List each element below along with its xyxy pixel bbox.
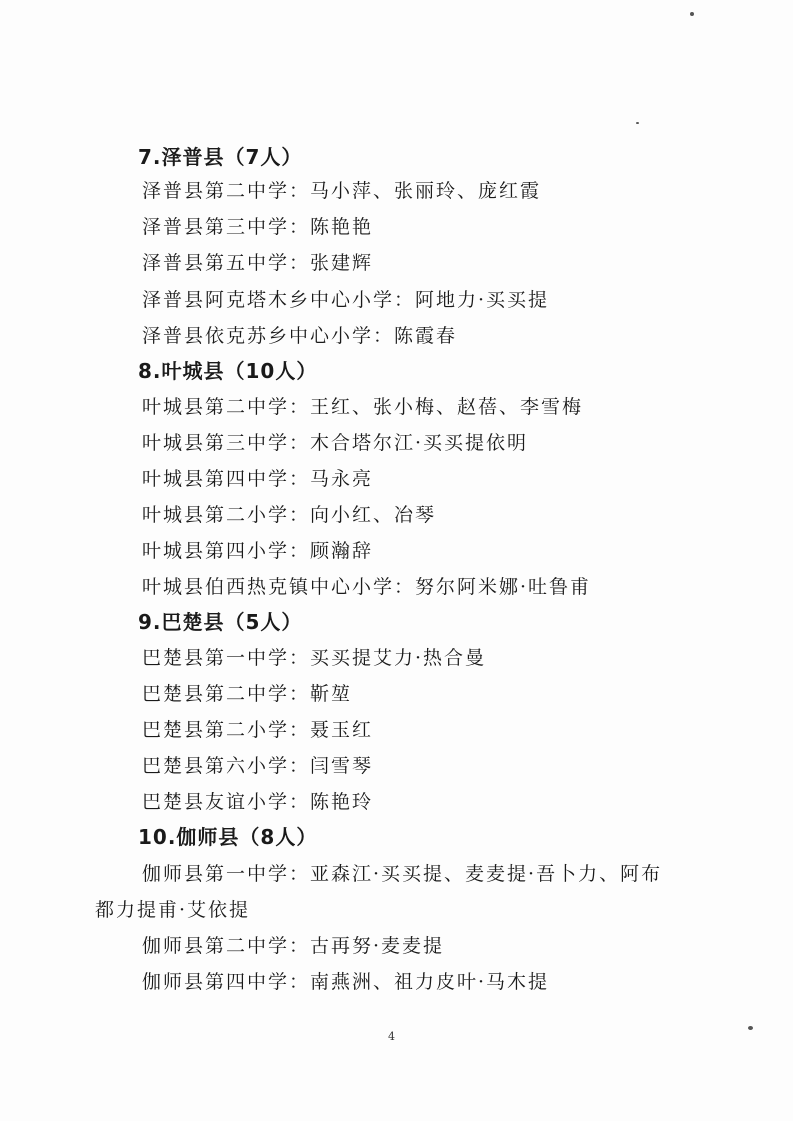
entry-line: 泽普县阿克塔木乡中心小学：阿地力·买买提: [142, 289, 550, 311]
entry-line: 叶城县第四小学：顾瀚辞: [142, 540, 374, 562]
scan-speck: [636, 122, 639, 124]
entry-line: 伽师县第四中学：南燕洲、祖力皮叶·马木提: [142, 971, 550, 993]
entry-line: 巴楚县第一中学：买买提艾力·热合曼: [142, 647, 487, 669]
entry-line-continued: 都力提甫·艾依提: [95, 899, 251, 921]
entry-line: 巴楚县第二中学：靳堃: [142, 683, 353, 705]
section-heading-bachu: 9.巴楚县（5人）: [138, 610, 303, 634]
entry-line: 叶城县第四中学：马永亮: [142, 468, 374, 490]
scan-speck: [748, 1026, 753, 1030]
section-heading-jiashi: 10.伽师县（8人）: [138, 825, 318, 849]
entry-line: 巴楚县友谊小学：陈艳玲: [142, 791, 374, 813]
entry-line: 叶城县第二中学：王红、张小梅、赵蓓、李雪梅: [142, 396, 584, 418]
entry-line: 泽普县依克苏乡中心小学：陈霞春: [142, 325, 458, 347]
entry-line: 伽师县第二中学：古再努·麦麦提: [142, 935, 445, 957]
section-heading-zepu: 7.泽普县（7人）: [138, 145, 303, 169]
entry-line: 泽普县第二中学：马小萍、张丽玲、庞红霞: [142, 180, 542, 202]
entry-line: 巴楚县第二小学：聂玉红: [142, 719, 374, 741]
entry-line: 泽普县第三中学：陈艳艳: [142, 216, 374, 238]
entry-line: 伽师县第一中学：亚森江·买买提、麦麦提·吾卜力、阿布: [142, 863, 663, 885]
entry-line: 泽普县第五中学：张建辉: [142, 252, 374, 274]
section-heading-yecheng: 8.叶城县（10人）: [138, 359, 318, 383]
entry-line: 叶城县第二小学：向小红、冶琴: [142, 504, 437, 526]
entry-line: 叶城县伯西热克镇中心小学：努尔阿米娜·吐鲁甫: [142, 576, 592, 598]
page-number: 4: [388, 1030, 395, 1043]
entry-line: 巴楚县第六小学：闫雪琴: [142, 755, 374, 777]
entry-line: 叶城县第三中学：木合塔尔江·买买提依明: [142, 432, 529, 454]
scan-speck: [690, 12, 694, 16]
